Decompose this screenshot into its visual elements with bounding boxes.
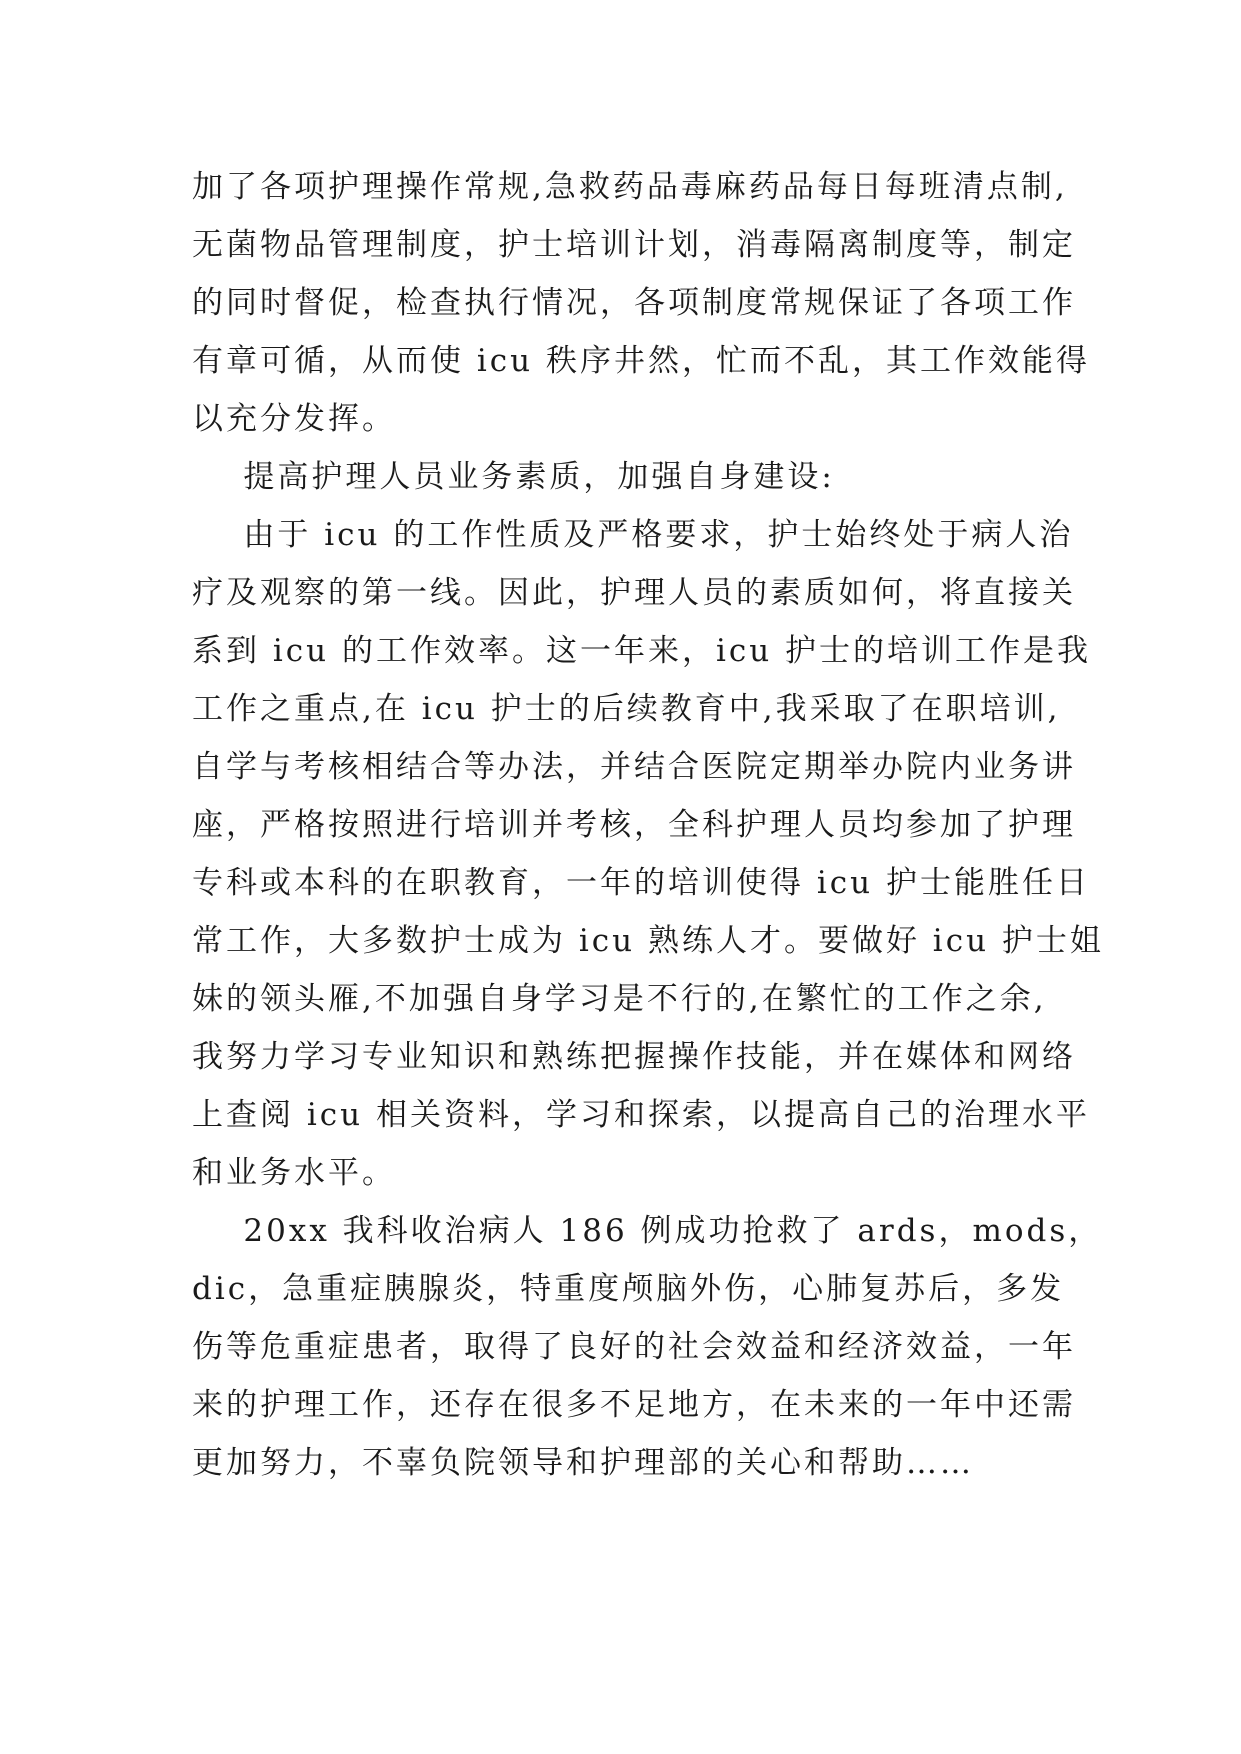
- text-line: dic，急重症胰腺炎，特重度颅脑外伤，心肺复苏后，多发: [192, 1271, 1065, 1307]
- body-text: [192, 158, 1104, 1492]
- text-line: 工作之重点,在 icu 护士的后续教育中,我采取了在职培训,: [192, 691, 1061, 727]
- text-line: 更加努力，不辜负院领导和护理部的关心和帮助……: [192, 1445, 974, 1481]
- section-heading: 提高护理人员业务素质，加强自身建设:: [192, 459, 835, 495]
- text-line: 专科或本科的在职教育，一年的培训使得 icu 护士能胜任日: [192, 865, 1090, 901]
- text-line: 和业务水平。: [192, 1155, 396, 1191]
- text-line: 20xx 我科收治病人 186 例成功抢救了 ards，mods，: [192, 1213, 1103, 1249]
- text-line: 常工作，大多数护士成为 icu 熟练人才。要做好 icu 护士姐: [192, 923, 1104, 959]
- text-line: 的同时督促，检查执行情况，各项制度常规保证了各项工作: [192, 285, 1076, 321]
- text-line: 系到 icu 的工作效率。这一年来，icu 护士的培训工作是我: [192, 633, 1092, 669]
- text-line: 疗及观察的第一线。因此，护理人员的素质如何，将直接关: [192, 575, 1076, 611]
- text-line: 伤等危重症患者，取得了良好的社会效益和经济效益，一年: [192, 1329, 1076, 1365]
- text-line: 来的护理工作，还存在很多不足地方，在未来的一年中还需: [192, 1387, 1076, 1423]
- text-line: 有章可循，从而使 icu 秩序井然，忙而不乱，其工作效能得: [192, 343, 1090, 379]
- text-line: 以充分发挥。: [192, 401, 396, 437]
- text-line: 上查阅 icu 相关资料，学习和探索，以提高自己的治理水平: [192, 1097, 1090, 1133]
- text-line: 无菌物品管理制度，护士培训计划，消毒隔离制度等，制定: [192, 227, 1076, 263]
- text-line: 妹的领头雁,不加强自身学习是不行的,在繁忙的工作之余,: [192, 981, 1047, 1017]
- text-line: 自学与考核相结合等办法，并结合医院定期举办院内业务讲: [192, 749, 1076, 785]
- text-line: 由于 icu 的工作性质及严格要求，护士始终处于病人治: [192, 517, 1074, 553]
- text-line: 我努力学习专业知识和熟练把握操作技能，并在媒体和网络: [192, 1039, 1076, 1075]
- text-line: 加了各项护理操作常规,急救药品毒麻药品每日每班清点制,: [192, 169, 1068, 205]
- text-line: 座，严格按照进行培训并考核，全科护理人员均参加了护理: [192, 807, 1076, 843]
